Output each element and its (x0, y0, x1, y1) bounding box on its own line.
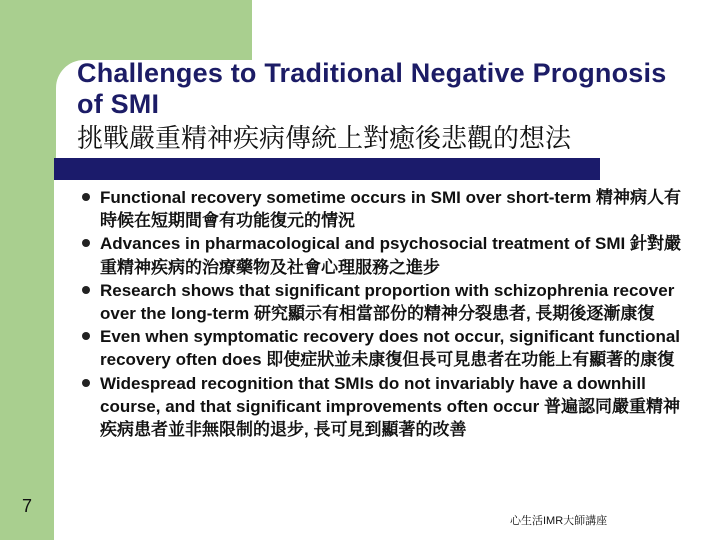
title-divider-bar (54, 158, 600, 180)
bullet-item (82, 232, 682, 278)
bullet-dot-icon (82, 239, 90, 247)
bullet-list (82, 186, 682, 441)
bullet-dot-icon (82, 332, 90, 340)
bullet-item (82, 372, 682, 442)
bullet-text: Functional recovery sometime occurs in SMI over short-term 精神病人有時候在短期間會有功能復元的情況 (100, 188, 681, 231)
slide-title-chinese: 挑戰嚴重精神疾病傳統上對癒後悲觀的想法 (77, 124, 572, 154)
slide-title-english: Challenges to Traditional Negative Prognosis of SMI (77, 58, 667, 119)
bullet-text: Advances in pharmacological and psychosocial treatment of SMI 針對嚴重精神疾病的治療藥物及社會心理服務之進步 (100, 234, 681, 277)
bullet-item (82, 279, 682, 325)
bullet-dot-icon (82, 286, 90, 294)
bullet-item (82, 186, 682, 232)
bullet-dot-icon (82, 379, 90, 387)
bullet-text: Research shows that significant proportion with schizophrenia recover over the long-term 研究顯示有相當部份的精神分裂患者, 長期後逐漸康復 (100, 280, 675, 324)
bullet-text: Even when symptomatic recovery does not occur, significant functional recovery often does 即使症狀並未康復但長可見患者在功能上有顯著的康復 (100, 327, 681, 370)
bullet-text: Widespread recognition that SMIs do not invariably have a downhill course, and that significant improvements often occur 普遍認同嚴重精神疾病患者並非無限制的退步, 長可見到顯著的改善 (100, 373, 680, 440)
page-number: 7 (22, 496, 33, 516)
footer-text: 心生活IMR大師講座 (510, 515, 608, 527)
bullet-item (82, 325, 682, 371)
bullet-dot-icon (82, 193, 90, 201)
